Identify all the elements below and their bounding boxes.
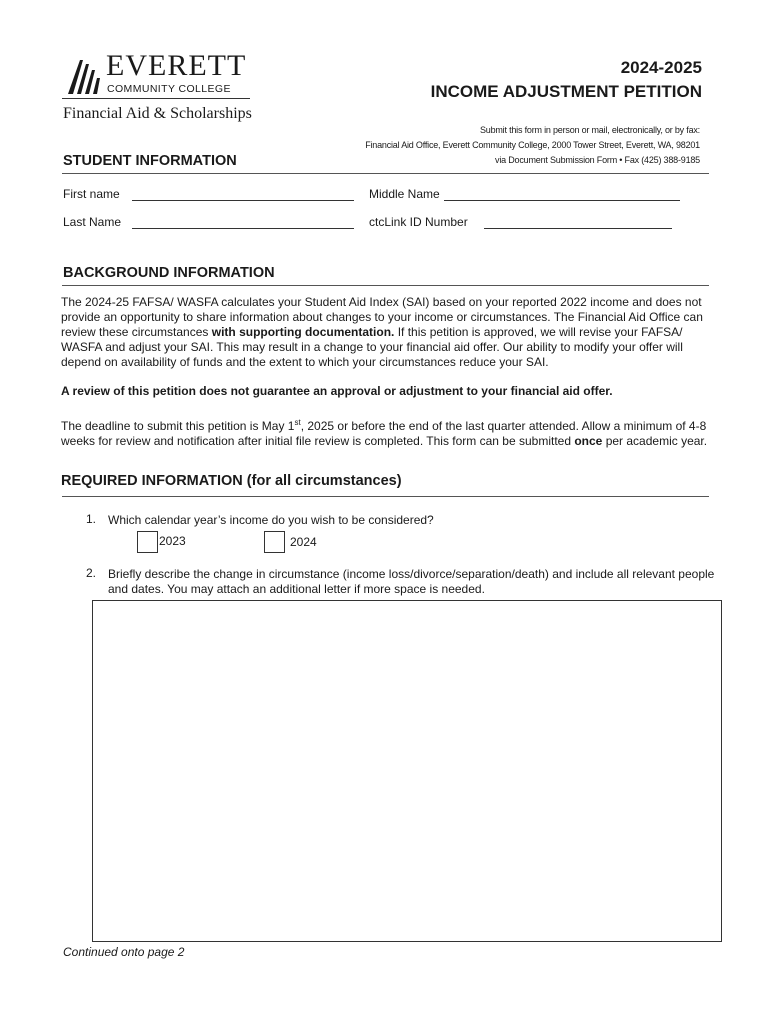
option-2024-checkbox[interactable] [264,531,285,553]
logo-subtitle: COMMUNITY COLLEGE [107,83,231,95]
background-rule [62,285,709,286]
middle-name-label: Middle Name [369,187,440,201]
background-paragraph [61,295,713,370]
background-heading: BACKGROUND INFORMATION [63,265,275,281]
background-text-2: If this petition is approved, we will revise your FAFSA/ WASFA and adjust your SAI. This may result in a change to your financial aid offer. Our ability to modify your offer will depend on availability of funds and the extent to which your circumstances reduce your SAI. [61,325,683,369]
submit-line-2: Financial Aid Office, Everett Community College, 2000 Tower Street, Everett, WA, 98201 [365,140,700,150]
form-title: INCOME ADJUSTMENT PETITION [430,82,702,101]
description-textarea[interactable] [92,600,722,942]
logo-department: Financial Aid & Scholarships [63,105,252,122]
disclaimer-text: A review of this petition does not guarantee an approval or adjustment to your financial aid offer. [61,384,613,398]
first-name-label: First name [63,187,120,201]
submit-instructions [365,123,700,168]
deadline-text-1: The deadline to submit this petition is May 1 [61,419,295,433]
deadline-sup: st [294,418,301,427]
ctclink-field[interactable] [484,214,672,229]
required-info-heading: REQUIRED INFORMATION (for all circumstances) [61,473,402,489]
last-name-label: Last Name [63,215,122,229]
question-2-text: Briefly describe the change in circumstance (income loss/divorce/separation/death) and include all relevant people and dates. You may attach an additional letter if more space is needed. [108,567,715,596]
logo-name: EVERETT [106,49,247,82]
college-logo [62,49,262,124]
question-1-text: Which calendar year’s income do you wish to be considered? [108,513,434,527]
deadline-text-2: , 2025 or before the end of the last quarter attended. Allow a minimum of 4-8 weeks for review and notification after initial file review is completed. This form can be submitted [61,419,707,448]
last-name-field[interactable] [132,214,354,229]
option-2023-checkbox[interactable] [137,531,158,553]
option-2023-label: 2023 [159,534,186,548]
ctclink-label: ctcLink ID Number [369,215,468,229]
deadline-paragraph [61,415,713,449]
submit-line-1: Submit this form in person or mail, electronically, or by fax: [479,125,700,135]
required-info-rule [62,496,709,497]
question-1-number: 1. [86,512,97,526]
middle-name-field[interactable] [444,186,680,201]
student-info-rule [62,173,709,174]
form-year: 2024-2025 [620,58,702,77]
question-2-number: 2. [86,566,97,580]
background-text-bold: with supporting documentation. [211,325,395,339]
deadline-text-3: per academic year. [602,434,708,448]
continued-note: Continued onto page 2 [63,945,185,959]
submit-line-3: via Document Submission Form • Fax (425) 388-9185 [495,155,700,165]
option-2024-label: 2024 [290,535,317,549]
logo-rule [62,98,250,99]
first-name-field[interactable] [132,186,354,201]
student-info-heading: STUDENT INFORMATION [63,153,237,169]
background-text-1: The 2024-25 FAFSA/ WASFA calculates your Student Aid Index (SAI) based on your reported 2022 income and does not provide an opportunity to share information about changes to your income or circumstances. The Financial Aid Office can review these circumstances [61,295,703,339]
deadline-bold: once [574,434,603,448]
logo-mark-icon [64,56,104,96]
